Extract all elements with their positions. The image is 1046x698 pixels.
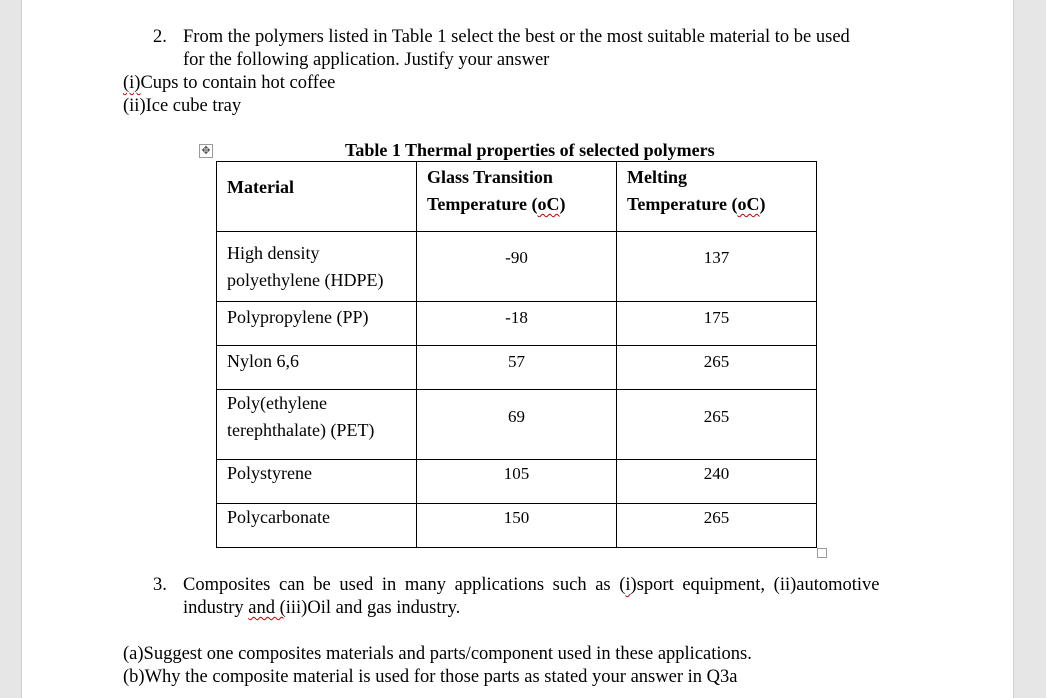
question-2-item-i	[123, 72, 335, 95]
glass-cell: 57	[417, 346, 617, 390]
thermal-properties-table	[216, 161, 817, 548]
question-2-number: 2.	[153, 27, 167, 47]
melting-cell: 265	[617, 504, 817, 548]
question-3-part-b: (b)Why the composite material is used for those parts as stated your answer in Q3a	[123, 667, 738, 687]
question-3-line-2: industry and (iii)Oil and gas industry.	[183, 598, 461, 618]
melting-cell: 175	[617, 302, 817, 346]
material-cell: Polycarbonate	[217, 504, 417, 548]
table-row	[217, 504, 817, 548]
glass-cell: 69	[417, 390, 617, 460]
header-glass-line-2: Temperature (oC)	[427, 194, 566, 214]
glass-cell: 105	[417, 460, 617, 504]
header-glass-transition	[417, 162, 617, 232]
glass-cell: 150	[417, 504, 617, 548]
table-row	[217, 346, 817, 390]
table-row	[217, 460, 817, 504]
header-melting-line-2: Temperature (oC)	[627, 194, 766, 214]
question-3-part-a: (a)Suggest one composites materials and parts/component used in these applications.	[123, 644, 752, 664]
glass-cell: -90	[417, 232, 617, 302]
table-header-row	[217, 162, 817, 232]
glass-cell: -18	[417, 302, 617, 346]
question-3-number: 3.	[153, 575, 167, 595]
material-cell: Nylon 6,6	[217, 346, 417, 390]
item-i-text: Cups to contain hot coffee	[140, 73, 336, 93]
table-row	[217, 302, 817, 346]
material-cell: Polystyrene	[217, 460, 417, 504]
table-caption: Table 1 Thermal properties of selected polymers	[345, 140, 715, 160]
material-cell: Polypropylene (PP)	[217, 302, 417, 346]
table-row	[217, 232, 817, 302]
melting-cell: 265	[617, 346, 817, 390]
melting-cell: 265	[617, 390, 817, 460]
question-2-item-ii: (ii)Ice cube tray	[123, 96, 242, 116]
header-melting-line-1: Melting	[627, 167, 687, 187]
melting-cell: 137	[617, 232, 817, 302]
header-melting	[617, 162, 817, 232]
table-move-handle-icon[interactable]: ✥	[199, 144, 213, 158]
material-cell: High density polyethylene (HDPE)	[217, 232, 417, 302]
table-row	[217, 390, 817, 460]
header-material: Material	[217, 162, 417, 232]
question-2-line-1: From the polymers listed in Table 1 select the best or the most suitable material to be used	[183, 27, 850, 47]
question-2-line-2: for the following application. Justify your answer	[183, 50, 550, 70]
material-cell: Poly(ethylene terephthalate) (PET)	[217, 390, 417, 460]
item-i-marker: (i)	[123, 73, 141, 93]
table-resize-handle-icon[interactable]	[817, 548, 827, 558]
header-glass-line-1: Glass Transition	[427, 167, 553, 187]
question-3-line-1: Composites can be used in many applications such as (i)sport equipment, (ii)automotive	[183, 575, 880, 595]
melting-cell: 240	[617, 460, 817, 504]
